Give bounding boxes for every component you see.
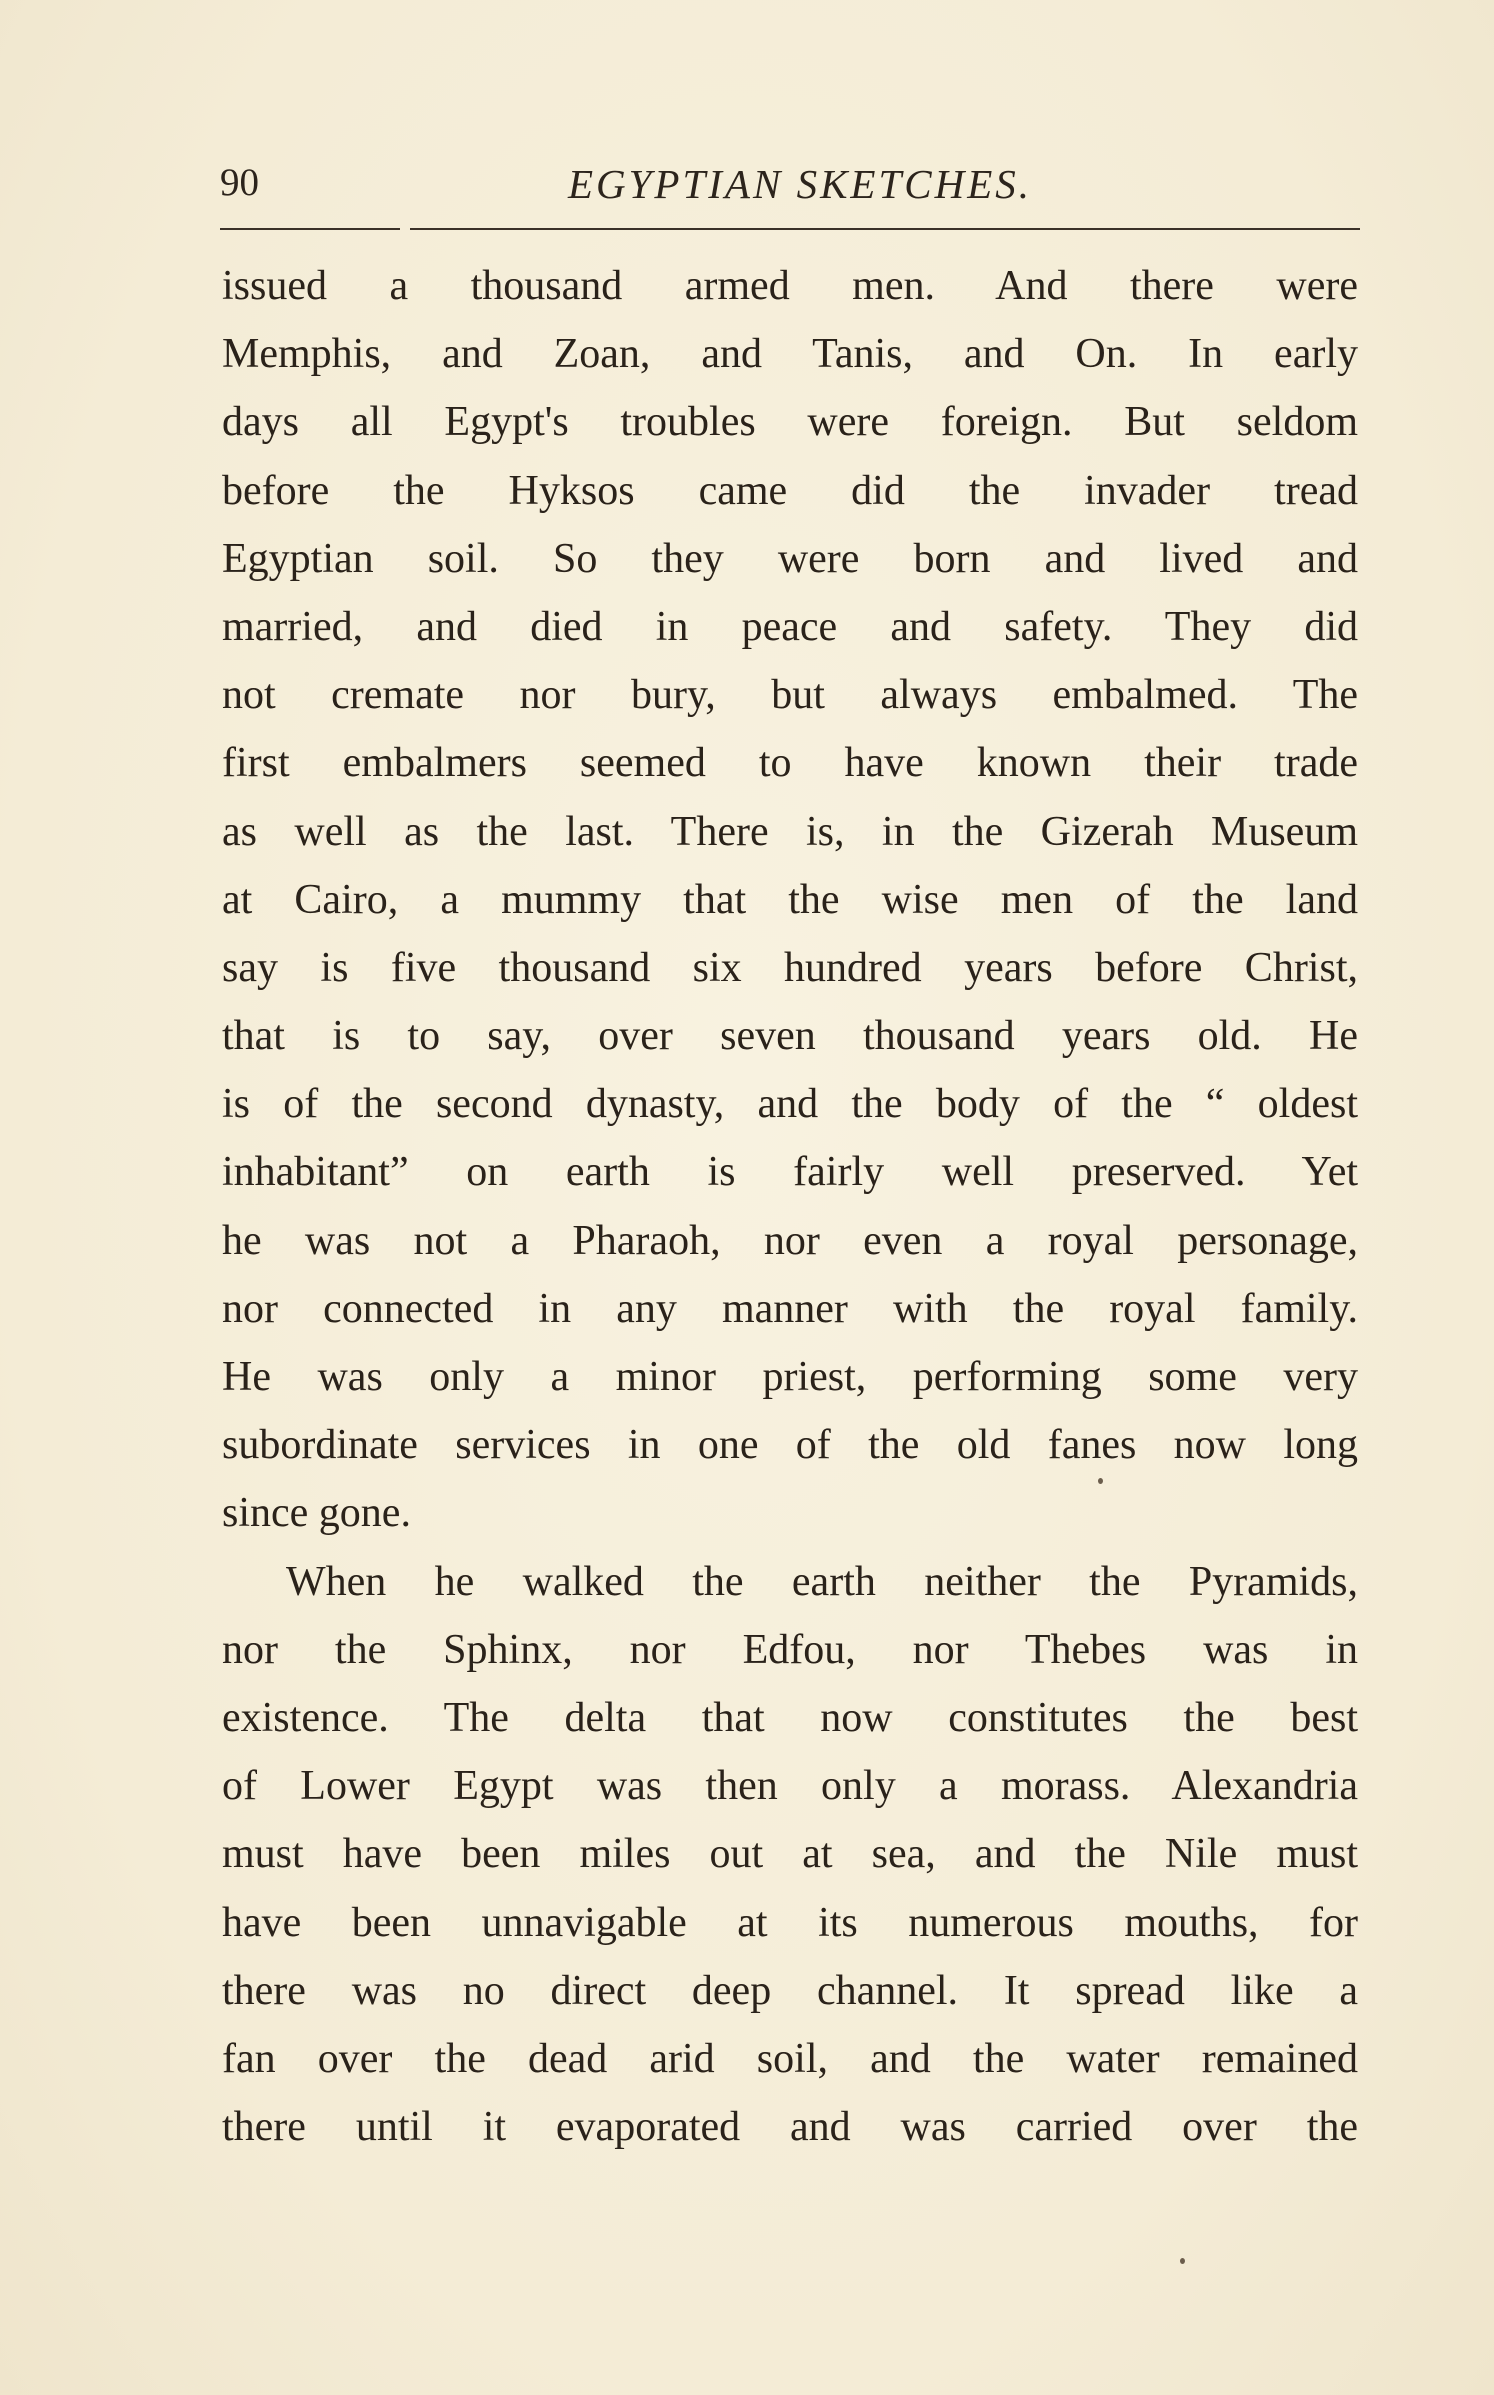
ink-speck	[1180, 2258, 1185, 2264]
text-line: first embalmers seemed to have known their trade	[222, 740, 1358, 787]
paragraph-2	[222, 1548, 1358, 2162]
text-line: fan over the dead arid soil, and the water remained	[222, 2035, 1358, 2082]
text-line: nor the Sphinx, nor Edfou, nor Thebes was in	[222, 1626, 1358, 1673]
page-number: 90	[220, 161, 259, 204]
text-line: existence. The delta that now constitutes the best	[222, 1694, 1358, 1741]
text-line: When he walked the earth neither the Pyramids,	[286, 1558, 1358, 1605]
text-line: since gone.	[222, 1490, 411, 1537]
text-line: have been unnavigable at its numerous mouths, for	[222, 1899, 1358, 1946]
text-line: there until it evaporated and was carried over the	[222, 2104, 1358, 2151]
text-line: subordinate services in one of the old fanes now long	[222, 1422, 1358, 1469]
running-title: EGYPTIAN SKETCHES.	[567, 161, 1033, 207]
text-line: at Cairo, a mummy that the wise men of the land	[222, 876, 1358, 923]
text-line: married, and died in peace and safety. They did	[222, 603, 1358, 650]
page-header	[220, 160, 1360, 210]
paragraph-1	[222, 252, 1358, 1548]
text-line: Memphis, and Zoan, and Tanis, and On. In early	[222, 331, 1358, 378]
text-line: must have been miles out at sea, and the Nile must	[222, 1831, 1358, 1878]
text-line: of Lower Egypt was then only a morass. Alexandria	[222, 1763, 1358, 1810]
ink-speck	[1098, 1478, 1103, 1484]
text-line: He was only a minor priest, performing some very	[222, 1354, 1358, 1400]
text-line: that is to say, over seven thousand years old. He	[222, 1013, 1358, 1060]
text-line: there was no direct deep channel. It spread like a	[222, 1967, 1358, 2014]
text-line: nor connected in any manner with the royal family.	[222, 1285, 1358, 1332]
body-text	[222, 252, 1358, 2161]
text-line: not cremate nor bury, but always embalmed. The	[222, 672, 1358, 719]
text-line: as well as the last. There is, in the Gizerah Museum	[222, 808, 1358, 855]
text-line: before the Hyksos came did the invader tread	[222, 467, 1358, 514]
text-line: he was not a Pharaoh, nor even a royal personage,	[222, 1217, 1358, 1264]
text-line: Egyptian soil. So they were born and lived and	[222, 535, 1358, 582]
text-line: say is five thousand six hundred years before Christ,	[222, 944, 1358, 991]
header-rule-long	[410, 228, 1360, 230]
text-line: days all Egypt's troubles were foreign. But seldom	[222, 399, 1358, 446]
header-rule-short	[220, 228, 400, 230]
text-line: is of the second dynasty, and the body of the “ oldest	[222, 1081, 1358, 1128]
text-line: issued a thousand armed men. And there were	[222, 263, 1358, 309]
text-line: inhabitant” on earth is fairly well preserved. Yet	[222, 1149, 1358, 1196]
